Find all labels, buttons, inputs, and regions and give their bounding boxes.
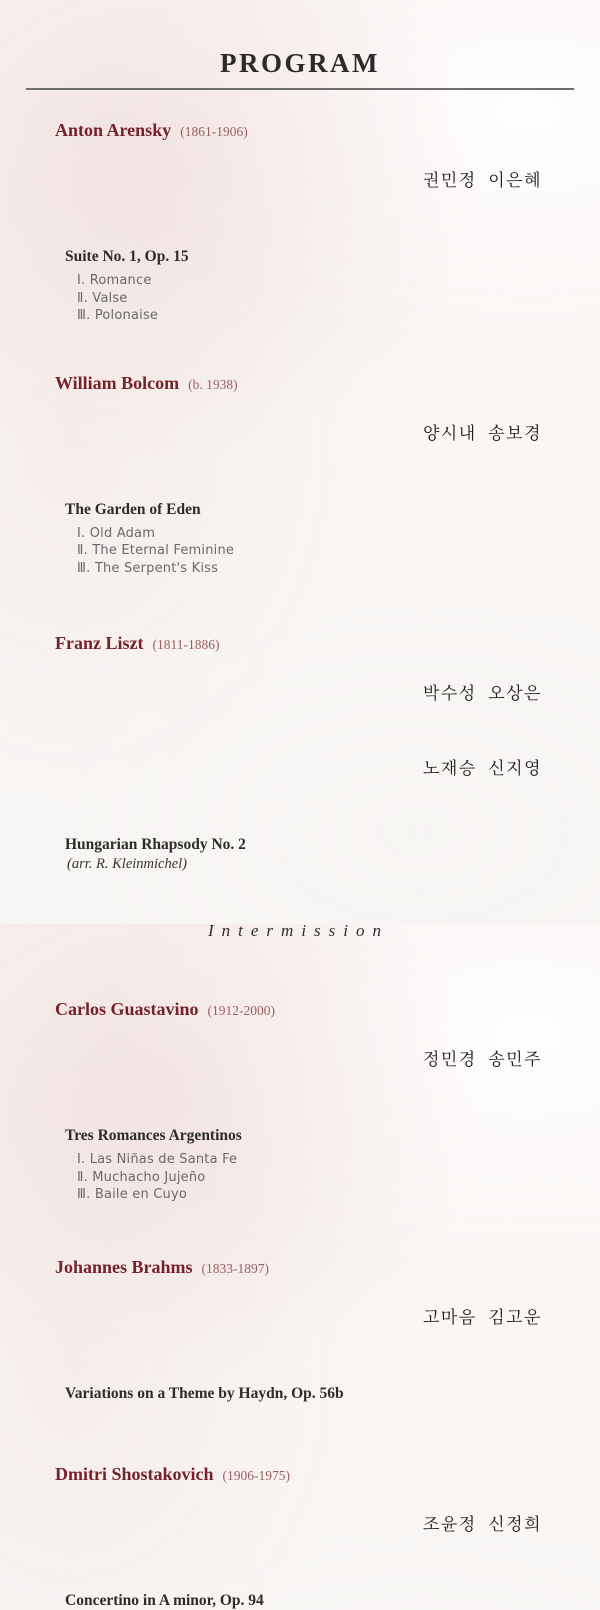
program-entry-bolcom (55, 372, 542, 578)
performer-line: 박수성 오상은 (422, 684, 542, 703)
composer-dates: (1912-2000) (207, 1003, 276, 1018)
performer-line: 조윤정 신정희 (422, 1514, 542, 1534)
composer-dates: (1861-1906) (180, 124, 248, 139)
performer-names (423, 371, 542, 496)
piece-title: The Garden of Eden (65, 500, 201, 518)
piece-title: Concertino in A minor, Op. 94 (65, 1591, 264, 1609)
composer-line (55, 119, 248, 141)
piece-title: Hungarian Rhapsody No. 2 (65, 836, 246, 853)
composer-name: Carlos Guastavino (55, 999, 199, 1019)
composer-name: Dmitri Shostakovich (55, 1463, 214, 1484)
movement-item: Ⅰ. Las Niñas de Santa Fe (77, 1152, 238, 1167)
composer-name: Johannes Brahms (55, 1256, 193, 1277)
performer-names (423, 1255, 542, 1380)
program-entries (0, 119, 600, 1610)
program-entry-guastavino (55, 998, 542, 1204)
piece-title: Suite No. 1, Op. 15 (65, 248, 189, 265)
movement-item: Ⅲ. Baile en Cuyo (77, 1187, 187, 1202)
composer-dates: (1811-1886) (152, 637, 220, 652)
composer-name: Anton Arensky (55, 120, 172, 140)
title-divider-line (26, 88, 574, 90)
movement-item: Ⅱ. Valse (77, 290, 128, 306)
piece-title: Variations on a Theme by Haydn, Op. 56b (65, 1384, 344, 1402)
movement-item: Ⅰ. Romance (77, 273, 152, 288)
composer-line (55, 372, 238, 394)
movement-item: Ⅲ. Polonaise (77, 308, 159, 323)
performer-line: 정민경 송민주 (422, 1050, 542, 1069)
composer-dates: (1906-1975) (222, 1467, 291, 1483)
intermission-label: Intermission (208, 921, 389, 940)
performer-line: 노재승 신지영 (422, 759, 542, 778)
page-title: PROGRAM (220, 48, 380, 78)
movement-list (55, 525, 542, 578)
performer-line: 양시내 송보경 (422, 423, 542, 443)
composer-dates: (b. 1938) (188, 376, 238, 392)
performer-line: 권민정 이은혜 (422, 171, 542, 190)
composer-line (55, 1463, 290, 1485)
composer-line (55, 998, 275, 1020)
movement-list (55, 1151, 542, 1204)
composer-name: William Bolcom (55, 372, 180, 393)
program-entry-shostakovich (55, 1463, 542, 1610)
movement-item: Ⅱ. The Eternal Feminine (77, 543, 235, 558)
performer-names (423, 118, 542, 243)
composer-line (55, 632, 219, 654)
performer-names (423, 631, 542, 831)
movement-item: Ⅱ. Muchacho Jujeño (77, 1169, 206, 1185)
performer-line: 고마음 김고운 (422, 1307, 542, 1327)
performer-names (423, 997, 542, 1122)
composer-line (55, 1256, 269, 1278)
performer-names (423, 1462, 542, 1587)
composer-dates: (1833-1897) (201, 1260, 270, 1276)
movement-item: Ⅲ. The Serpent's Kiss (77, 560, 219, 576)
program-entry-arensky (55, 119, 542, 325)
movement-list (55, 272, 542, 325)
piece-arranger: (arr. R. Kleinmichel) (67, 856, 188, 872)
program-entry-brahms (55, 1256, 542, 1403)
movement-item: Ⅰ. Old Adam (77, 525, 156, 541)
program-entry-liszt (55, 632, 542, 874)
composer-name: Franz Liszt (55, 633, 144, 653)
piece-title: Tres Romances Argentinos (65, 1127, 242, 1144)
